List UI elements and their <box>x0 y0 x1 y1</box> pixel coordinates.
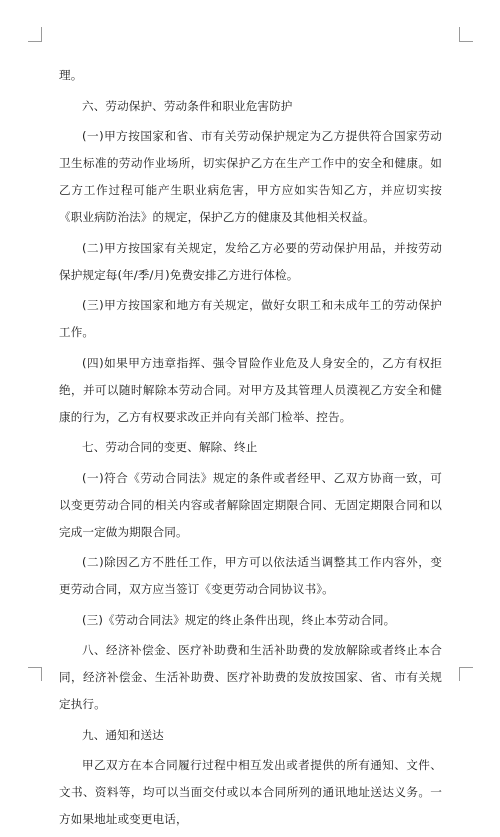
crop-mark-bottom-left-v <box>41 667 42 681</box>
paragraph-continuation: 理。 <box>59 68 83 82</box>
paragraph-7-3: (三)《劳动合同法》规定的终止条件出现，终止本劳动合同。 <box>82 612 396 627</box>
crop-mark-top-left-h <box>28 41 42 42</box>
paragraph-7-2: (二)除因乙方不胜任工作，甲方可以依法适当调整其工作内容外，变更劳动合同，双方应当签订《变更劳动合同协议书》。 <box>59 555 442 596</box>
crop-mark-bottom-left-h <box>28 667 42 668</box>
paragraph-6-4: (四)如果甲方违章指挥、强令冒险作业危及人身安全的，乙方有权拒绝，并可以随时解除本劳动合同。对甲方及其管理人员漠视乙方安全和健康的行为，乙方有权要求改正并向有关部门检举、控告。 <box>59 355 442 424</box>
section-heading-7: 七、劳动合同的变更、解除、终止 <box>82 440 258 454</box>
crop-mark-bottom-right-v <box>459 667 460 681</box>
crop-mark-top-right-v <box>459 27 460 41</box>
paragraph-7-1: (一)符合《劳动合同法》规定的条件或者经甲、乙双方协商一致，可以变更劳动合同的相关内容或者解除固定期限合同、无固定期限合同和以完成一定做为期限合同。 <box>59 470 442 539</box>
paragraph-6-3: (三)甲方按国家和地方有关规定，做好女职工和未成年工的劳动保护工作。 <box>59 298 442 339</box>
section-heading-9: 九、通知和送达 <box>82 727 164 742</box>
section-heading-6: 六、劳动保护、劳动条件和职业危害防护 <box>82 98 293 113</box>
document-body <box>59 62 442 837</box>
crop-mark-top-left-v <box>41 27 42 41</box>
paragraph-8: 八、经济补偿金、医疗补助费和生活补助费的发放解除或者终止本合同，经济补偿金、生活补助费、医疗补助费的发放按国家、省、市有关规定执行。 <box>59 643 442 711</box>
paragraph-6-1: (一)甲方按国家和省、市有关劳动保护规定为乙方提供符合国家劳动卫生标准的劳动作业场所，切实保护乙方在生产工作中的安全和健康。如乙方工作过程可能产生职业病危害，甲方应如实告知乙方，并应切实按《职业病防治法》的规定，保护乙方的健康及其他相关权益。 <box>59 129 442 224</box>
crop-mark-top-right-h <box>459 41 473 42</box>
paragraph-9-1: 甲乙双方在本合同履行过程中相互发出或者提供的所有通知、文件、文书、资料等，均可以当面交付或以本合同所列的通讯地址送达义务。一方如果地址或变更电话， <box>59 758 442 826</box>
crop-mark-bottom-right-h <box>459 667 473 668</box>
paragraph-6-2: (二)甲方按国家有关规定，发给乙方必要的劳动保护用品，并按劳动保护规定每(年/季/月)免费安排乙方进行体检。 <box>59 240 442 282</box>
